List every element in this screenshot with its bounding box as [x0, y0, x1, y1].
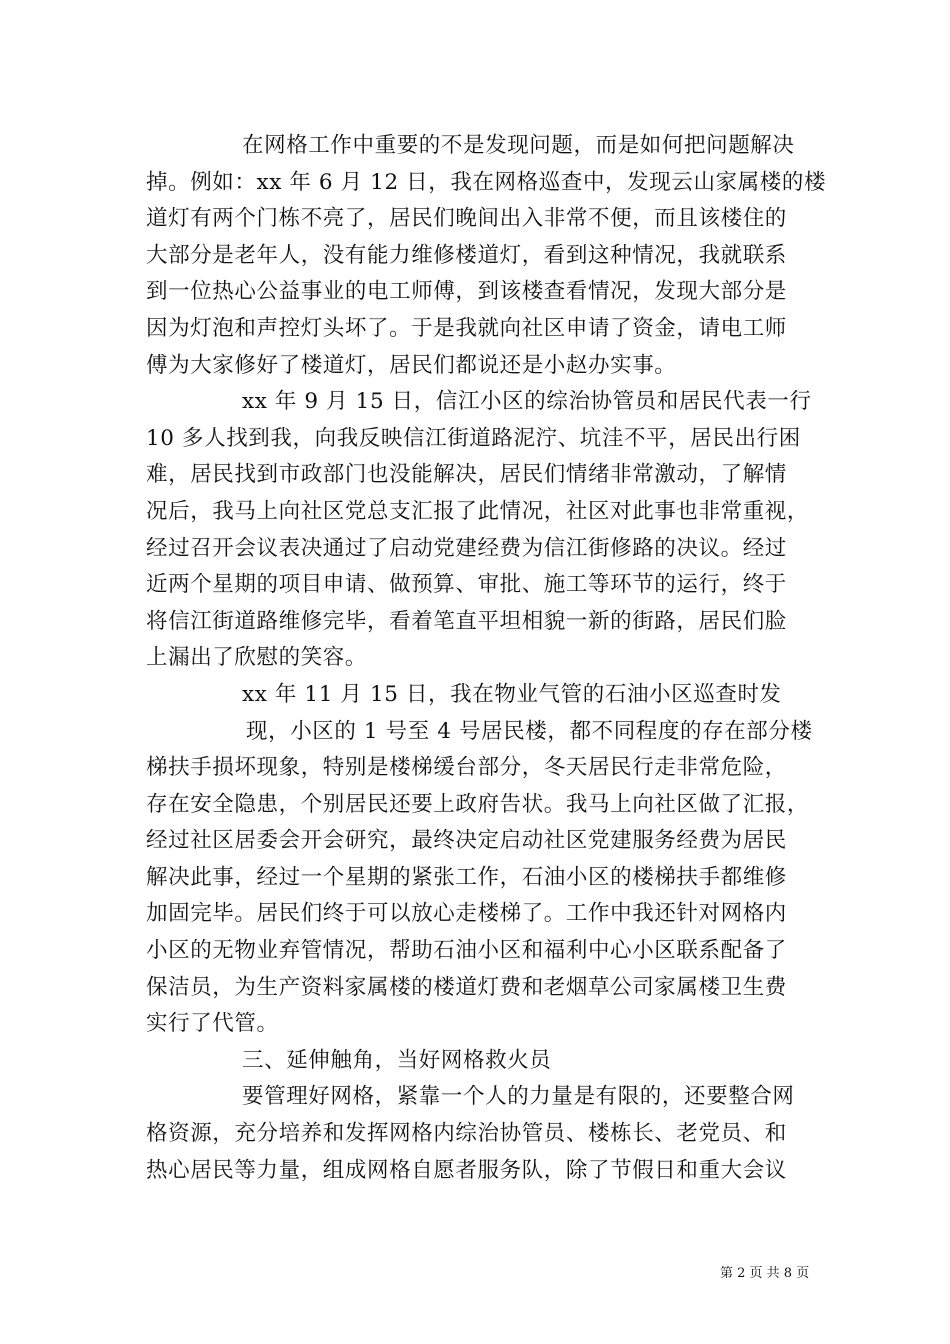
text-line: 近两个星期的项目申请、做预算、审批、施工等环节的运行，终于	[146, 572, 787, 598]
text-line: 经过社区居委会开会研究，最终决定启动社区党建服务经费为居民	[146, 828, 787, 854]
text-line: 傅为大家修好了楼道灯，居民们都说还是小赵办实事。	[146, 352, 677, 378]
text-line: 10 多人找到我，向我反映信江街道路泥泞、坑洼不平，居民出行困	[146, 425, 801, 451]
text-line: 大部分是老年人，没有能力维修楼道灯，看到这种情况，我就联系	[146, 242, 787, 268]
text-line: 现，小区的 1 号至 4 号居民楼，都不同程度的存在部分楼	[246, 718, 813, 744]
text-line: 解决此事，经过一个星期的紧张工作，石油小区的楼梯扶手都维修	[146, 864, 787, 890]
section-heading: 三、延伸触角，当好网格救火员	[242, 1047, 552, 1073]
text-line: 梯扶手损坏现象，特别是楼梯缓台部分，冬天居民行走非常危险，	[146, 755, 787, 781]
text-line: 因为灯泡和声控灯头坏了。于是我就向社区申请了资金，请电工师	[146, 315, 787, 341]
text-line: 到一位热心公益事业的电工师傅，到该楼查看情况，发现大部分是	[146, 279, 787, 305]
page-number: 第 2 页 共 8 页	[720, 1266, 810, 1281]
text-line: 将信江街道路维修完毕，看着笔直平坦相貌一新的街路，居民们脸	[146, 608, 787, 634]
text-line: 掉。例如：xx 年 6 月 12 日，我在网格巡查中，发现云山家属楼的楼	[146, 169, 827, 195]
text-line: 道灯有两个门栋不亮了，居民们晚间出入非常不便，而且该楼住的	[146, 206, 787, 232]
text-line: 实行了代管。	[146, 1011, 279, 1037]
text-line: 况后，我马上向社区党总支汇报了此情况，社区对此事也非常重视，	[146, 498, 810, 524]
text-line: 小区的无物业弃管情况，帮助石油小区和福利中心小区联系配备了	[146, 938, 787, 964]
text-line: xx 年 9 月 15 日，信江小区的综治协管员和居民代表一行	[242, 389, 812, 415]
text-line: 格资源，充分培养和发挥网格内综治协管员、楼栋长、老党员、和	[146, 1121, 787, 1147]
text-line: 难，居民找到市政部门也没能解决，居民们情绪非常激动，了解情	[146, 462, 787, 488]
document-body	[146, 128, 826, 1189]
text-line: 上漏出了欣慰的笑容。	[146, 645, 368, 671]
text-line: 在网格工作中重要的不是发现问题，而是如何把问题解决	[242, 133, 795, 158]
text-line: 经过召开会议表决通过了启动党建经费为信江街修路的决议。经过	[146, 535, 787, 561]
text-line: 加固完毕。居民们终于可以放心走楼梯了。工作中我还针对网格内	[146, 901, 787, 927]
text-line: 保洁员，为生产资料家属楼的楼道灯费和老烟草公司家属楼卫生费	[146, 974, 787, 1000]
text-line: xx 年 11 月 15 日，我在物业气管的石油小区巡查时发	[242, 681, 782, 707]
text-line: 要管理好网格，紧靠一个人的力量是有限的，还要整合网	[242, 1084, 795, 1110]
text-line: 热心居民等力量，组成网格自愿者服务队，除了节假日和重大会议	[146, 1157, 787, 1183]
text-line: 存在安全隐患，个别居民还要上政府告状。我马上向社区做了汇报，	[146, 791, 810, 817]
